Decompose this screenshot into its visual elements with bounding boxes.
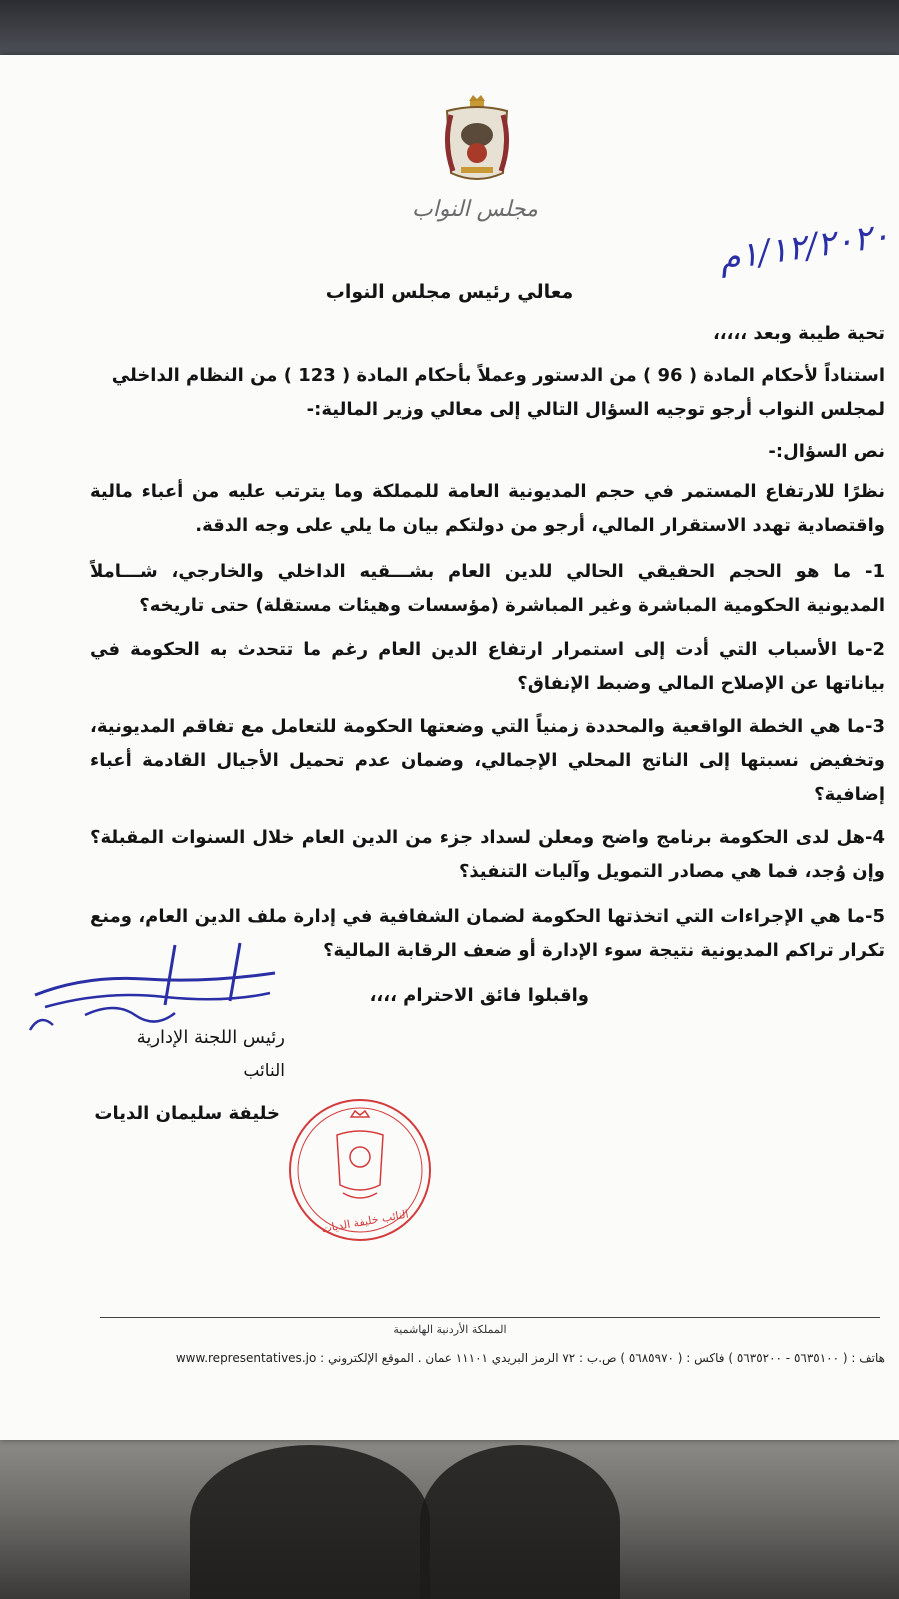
footer-divider bbox=[100, 1317, 880, 1318]
question-item: 5-ما هي الإجراءات التي اتخذتها الحكومة لضمان الشفافية في إدارة ملف الدين العام، ومنع تكرار تراكم المديونية نتيجة سوء الإدارة أو ضعف الرقابة المالية؟ bbox=[90, 906, 885, 961]
coat-of-arms-icon bbox=[437, 93, 517, 193]
question-item: 2-ما الأسباب التي أدت إلى استمرار ارتفاع الدين العام رغم ما تتحدث به الحكومة في بياناتها عن الإصلاح المالي وضبط الإنفاق؟ bbox=[90, 639, 885, 694]
handwritten-date: ١/١٢/٢٠٢٠م bbox=[716, 215, 893, 279]
body-paragraph: نظرًا للارتفاع المستمر في حجم المديونية العامة للمملكة وما يترتب عليه من أعباء مالية واقتصادية تهدد الاستقرار المالي، أرجو من دولتكم بيان ما يلي على وجه الدقة. bbox=[90, 481, 885, 536]
letter-page bbox=[0, 55, 899, 1440]
signatory-title: رئيس اللجنة الإدارية bbox=[136, 1027, 285, 1048]
stamp-text: النائب خليفة الديات bbox=[320, 1207, 410, 1236]
background-top bbox=[0, 0, 899, 60]
question-label: نص السؤال:- bbox=[768, 441, 885, 462]
question-item: 1- ما هو الحجم الحقيقي الحالي للدين العام بشـــقيه الداخلي والخارجي، شـــاملاً المديونية الحكومية المباشرة وغير المباشرة (مؤسسات وهيئات مستقلة) حتى تاريخه؟ bbox=[90, 561, 885, 616]
greeting: تحية طيبة وبعد ،،،،، bbox=[712, 323, 885, 344]
footer-contact bbox=[95, 1351, 885, 1365]
question-item: 4-هل لدى الحكومة برنامج واضح ومعلن لسداد جزء من الدين العام خلال السنوات المقبلة؟ وإن وُجد، فما هي مصادر التمويل وآليات التنفيذ؟ bbox=[90, 827, 885, 882]
footer-website-link[interactable]: www.representatives.jo bbox=[175, 1351, 317, 1365]
shadow-shape bbox=[420, 1445, 620, 1599]
footer-kingdom: المملكة الأردنية الهاشمية bbox=[393, 1323, 507, 1336]
shadow-shape bbox=[190, 1445, 430, 1599]
signatory-name: خليفة سليمان الديات bbox=[94, 1103, 280, 1124]
council-logo: مجلس النواب bbox=[412, 197, 538, 222]
question-item: 3-ما هي الخطة الواقعية والمحددة زمنياً التي وضعتها الحكومة للتعامل مع تفاقم المديونية، وتخفيض نسبتها إلى الناتج المحلي الإجمالي، وضمان عدم تحميل الأجيال القادمة أعباء إضافية؟ bbox=[90, 716, 885, 805]
intro-paragraph: استناداً لأحكام المادة ( 96 ) من الدستور وعملاً بأحكام المادة ( 123 ) من النظام الداخلي لمجلس النواب أرجو توجيه السؤال التالي إلى معالي وزير المالية:- bbox=[111, 365, 885, 420]
signatory-role: النائب bbox=[243, 1061, 285, 1081]
closing-line: واقبلوا فائق الاحترام ،،،، bbox=[369, 985, 589, 1006]
handwritten-signature bbox=[25, 935, 285, 1035]
addressee: معالي رئيس مجلس النواب bbox=[325, 281, 574, 303]
footer-contact-details: هاتف : ( ٥٦٣٥١٠٠ - ٥٦٣٥٢٠٠ ) فاكس : ( ٥٦٨٥٩٧٠ ) ص.ب : ٧٢ الرمز البريدي ١١١٠١ عمان . الموقع الإلكتروني : bbox=[320, 1351, 885, 1365]
